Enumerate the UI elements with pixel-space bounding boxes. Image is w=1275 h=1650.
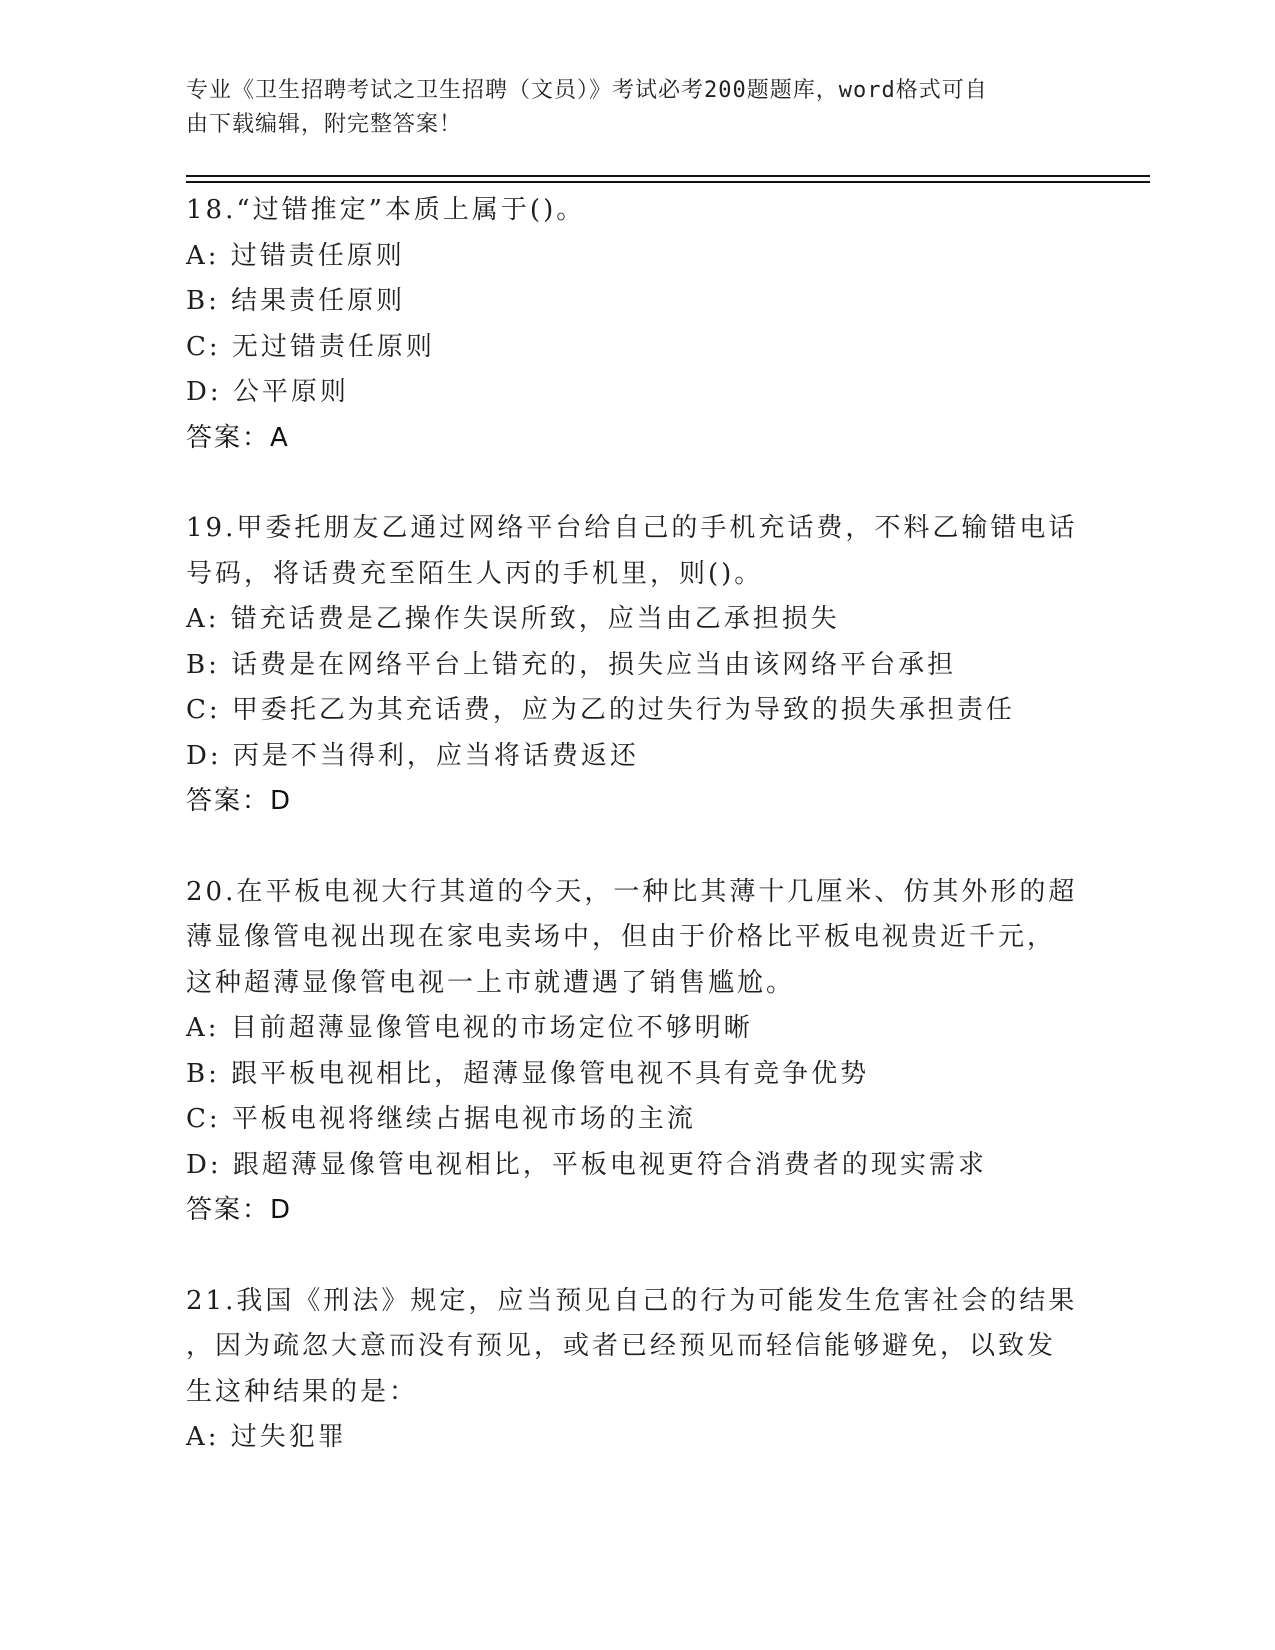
question-stem: 薄显像管电视出现在家电卖场中，但由于价格比平板电视贵近千元， xyxy=(186,922,1057,952)
answer: 答案：D xyxy=(186,786,293,816)
answer: 答案：A xyxy=(186,422,290,453)
option-a: A: 目前超薄显像管电视的市场定位不够明晰 xyxy=(186,1013,753,1043)
option-a: A: 过失犯罪 xyxy=(186,1422,347,1452)
question-21 xyxy=(186,1279,1106,1461)
option-b: B: 跟平板电视相比，超薄显像管电视不具有竞争优势 xyxy=(186,1058,870,1089)
option-c: C: 无过错责任原则 xyxy=(186,331,435,362)
option-d: D: 跟超薄显像管电视相比，平板电视更符合消费者的现实需求 xyxy=(186,1149,987,1180)
option-d: D: 丙是不当得利，应当将话费返还 xyxy=(186,740,639,771)
option-b: B: 话费是在网络平台上错充的，损失应当由该网络平台承担 xyxy=(186,649,957,680)
question-stem: 号码，将话费充至陌生人丙的手机里，则()。 xyxy=(186,558,764,589)
question-stem: 这种超薄显像管电视一上市就遭遇了销售尴尬。 xyxy=(186,967,796,998)
question-18 xyxy=(186,188,1106,461)
answer: 答案：D xyxy=(186,1195,293,1225)
question-stem: 19.甲委托朋友乙通过网络平台给自己的手机充话费，不料乙输错电话 xyxy=(186,513,1078,543)
header-line-2: 由下载编辑，附完整答案！ xyxy=(186,112,463,137)
document-header xyxy=(186,74,1066,142)
question-19 xyxy=(186,506,1106,825)
question-stem: ，因为疏忽大意而没有预见，或者已经预见而轻信能够避免，以致发 xyxy=(186,1331,1057,1361)
header-divider-top xyxy=(186,175,1150,177)
header-divider-bottom xyxy=(186,181,1150,183)
header-line-1: 专业《卫生招聘考试之卫生招聘（文员）》考试必考200题题库，word格式可自 xyxy=(186,78,988,103)
question-list xyxy=(186,188,1106,1506)
option-a: A: 错充话费是乙操作失误所致，应当由乙承担损失 xyxy=(186,604,840,634)
option-b: B: 结果责任原则 xyxy=(186,286,406,316)
question-stem: 生这种结果的是： xyxy=(186,1376,419,1407)
option-c: C: 甲委托乙为其充话费，应为乙的过失行为导致的损失承担责任 xyxy=(186,695,1015,725)
option-d: D: 公平原则 xyxy=(186,377,349,407)
question-stem: 20.在平板电视大行其道的今天，一种比其薄十几厘米、仿其外形的超 xyxy=(186,876,1078,907)
question-stem: 21.我国《刑法》规定，应当预见自己的行为可能发生危害社会的结果 xyxy=(186,1285,1078,1316)
option-c: C: 平板电视将继续占据电视市场的主流 xyxy=(186,1104,696,1134)
question-stem: 18.“过错推定”本质上属于()。 xyxy=(186,195,586,225)
question-20 xyxy=(186,870,1106,1234)
option-a: A: 过错责任原则 xyxy=(186,240,405,271)
